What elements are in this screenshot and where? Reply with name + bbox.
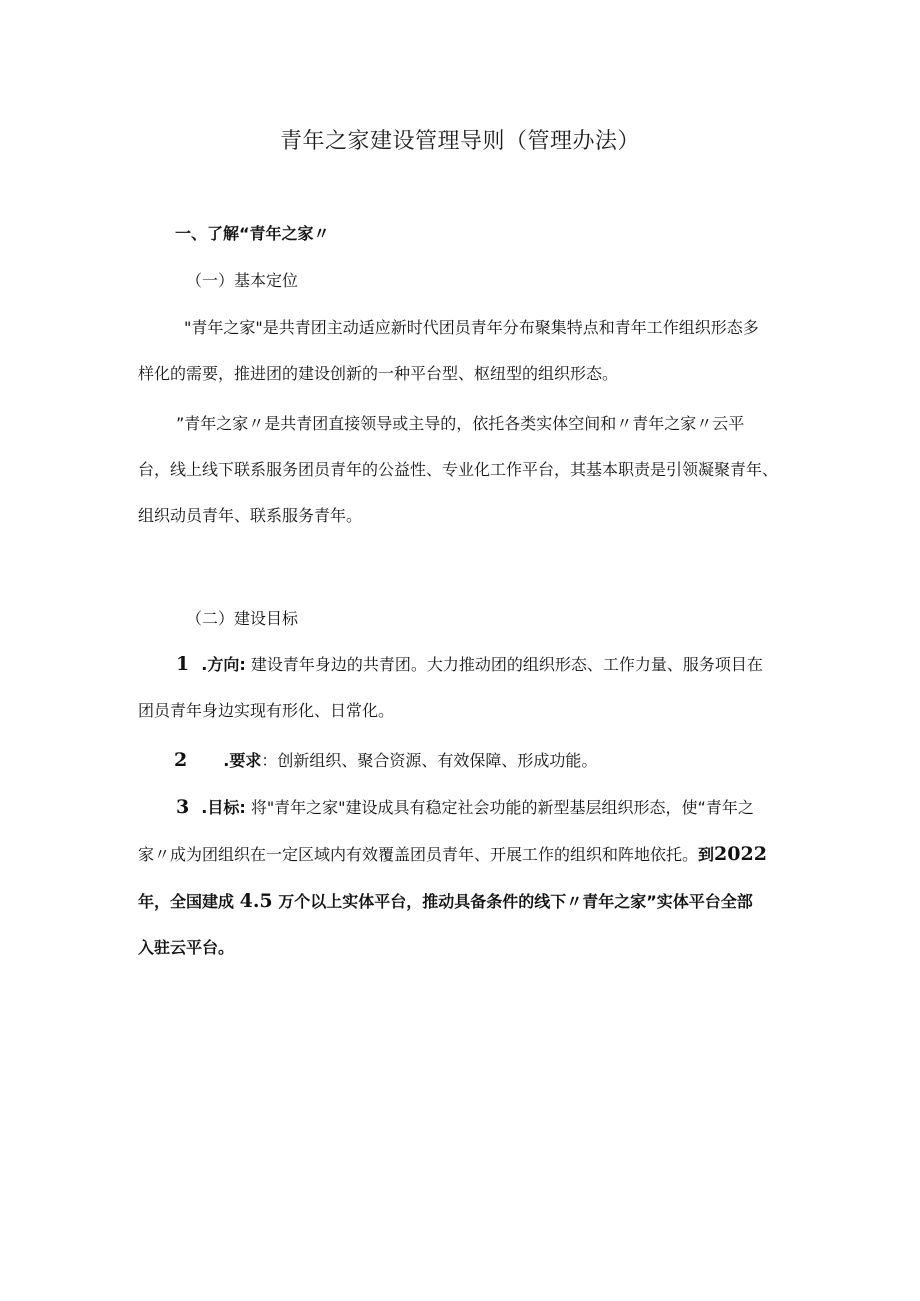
item-text: 家〃成为团组织在一定区域内有效覆盖团员青年、开展工作的组织和阵地依托。 [138,845,699,864]
paragraph-line: 台，线上线下联系服务团员青年的公益性、专业化工作平台，其基本职责是引领凝聚青年、 [138,460,779,479]
paragraph-positioning-1 [138,305,798,397]
paragraph-line [138,737,798,784]
item-separator: : [239,798,246,817]
goal-item-requirements [138,737,798,784]
paragraph-line: 组织动员青年、联系服务青年。 [138,506,363,525]
year-value: 2022 [714,843,767,865]
item-label: .目标 [201,798,240,817]
paragraph-positioning-2 [138,401,798,539]
paragraph-line: 样化的需要，推进团的建设创新的一种平台型、枢纽型的组织形态。 [138,364,619,383]
item-text-bold: 万个以上实体平台，推动具备条件的线下〃青年之家”实体平台全部 [278,892,753,911]
document-title: 青年之家建设管理导则（管理办法） [279,129,640,154]
item-label: .要求 [223,751,262,770]
subsection-heading-goals: （二）建设目标 [186,609,299,628]
paragraph-line [138,831,798,878]
platform-count: 4.5 [239,890,273,912]
item-text-bold: 到 [698,845,715,864]
paragraph-line [138,878,798,925]
item-number: 1 [176,653,190,675]
item-text-bold: 年，全国建成 [138,892,235,911]
paragraph-line [138,641,798,688]
item-separator: : [239,655,246,674]
item-number: 2 [174,749,188,771]
item-text: ：创新组织、聚合资源、有效保障、形成功能。 [261,751,598,770]
item-label: .方向 [201,655,240,674]
goal-item-direction [138,641,798,734]
goal-item-target [138,784,798,971]
paragraph-line: 团员青年身边实现有形化、日常化。 [138,701,395,720]
section-heading-understand: 一、了解“青年之家〃 [175,224,330,243]
paragraph-line [138,784,798,831]
item-number: 3 [176,796,190,818]
subsection-heading-positioning: （一）基本定位 [186,271,299,290]
item-text: 将"青年之家"建设成具有稳定社会功能的新型基层组织形态，使“青年之 [245,798,754,817]
paragraph-line: ”青年之家〃是共青团直接领导或主导的，依托各类实体空间和〃青年之家〃云平 [176,414,745,433]
item-text: 建设青年身边的共青团。大力推动团的组织形态、工作力量、服务项目在 [245,655,763,674]
paragraph-line: "青年之家"是共青团主动适应新时代团员青年分布聚集特点和青年工作组织形态多 [184,318,759,337]
paragraph-line: 入驻云平台。 [138,938,235,957]
